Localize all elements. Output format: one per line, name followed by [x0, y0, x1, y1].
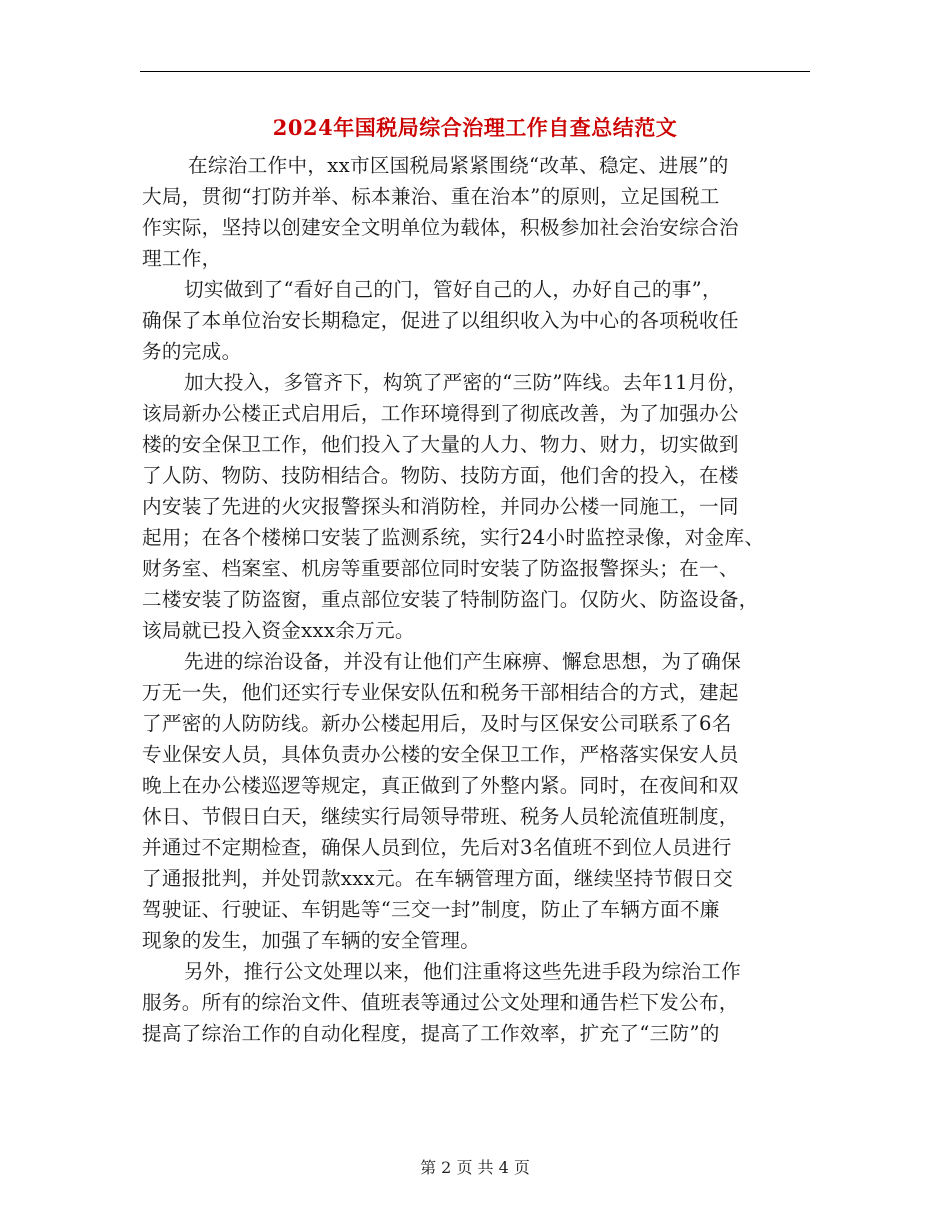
paragraph-4	[142, 646, 814, 956]
text-line: 现象的发生，加强了车辆的安全管理。	[142, 929, 481, 952]
text-line: 该局新办公楼正式启用后，工作环境得到了彻底改善，为了加强办公	[142, 402, 739, 425]
text-line: 服务。所有的综治文件、值班表等通过公文处理和通告栏下发公布，	[142, 991, 739, 1014]
document-title: 2024年国税局综合治理工作自查总结范文	[272, 115, 678, 140]
text-line: 并通过不定期检查，确保人员到位，先后对3名值班不到位人员进行	[142, 836, 732, 859]
text-line: 起用；在各个楼梯口安装了监测系统，实行24小时监控录像，对金库、	[142, 526, 765, 549]
text-line: 在综治工作中，xx市区国税局紧紧围绕“改革、稳定、进展”的	[188, 154, 729, 177]
text-line: 内安装了先进的火灾报警探头和消防栓，并同办公楼一同施工，一同	[142, 495, 739, 518]
text-line: 务的完成。	[142, 340, 242, 363]
text-line: 先进的综治设备，并没有让他们产生麻痹、懈怠思想，为了确保	[184, 650, 742, 673]
text-line: 了人防、物防、技防相结合。物防、技防方面，他们舍的投入，在楼	[142, 464, 739, 487]
text-line: 确保了本单位治安长期稳定，促进了以组织收入为中心的各项税收任	[142, 309, 739, 332]
text-line: 理工作，	[142, 247, 222, 270]
text-line: 大局，贯彻“打防并举、标本兼治、重在治本”的原则，立足国税工	[142, 185, 720, 208]
header-rule	[140, 71, 810, 72]
text-line: 提高了综治工作的自动化程度，提高了工作效率，扩充了“三防”的	[142, 1022, 720, 1045]
text-line: 专业保安人员，具体负责办公楼的安全保卫工作，严格落实保安人员	[142, 743, 739, 766]
text-line: 另外，推行公文处理以来，他们注重将这些先进手段为综治工作	[184, 960, 742, 983]
text-line: 万无一失，他们还实行专业保安队伍和税务干部相结合的方式，建起	[142, 681, 739, 704]
paragraph-5	[142, 956, 814, 1049]
text-line: 楼的安全保卫工作，他们投入了大量的人力、物力、财力，切实做到	[142, 433, 739, 456]
text-line: 财务室、档案室、机房等重要部位同时安装了防盗报警探头；在一、	[142, 557, 739, 580]
text-line: 晚上在办公楼巡逻等规定，真正做到了外整内紧。同时，在夜间和双	[142, 774, 739, 797]
text-line: 了通报批判，并处罚款xxx元。在车辆管理方面，继续坚持节假日交	[142, 867, 734, 890]
text-line: 休日、节假日白天，继续实行局领导带班、税务人员轮流值班制度，	[142, 805, 739, 828]
text-line: 了严密的人防防线。新办公楼起用后，及时与区保安公司联系了6名	[142, 712, 732, 735]
text-line: 作实际，坚持以创建安全文明单位为载体，积极参加社会治安综合治	[142, 216, 739, 239]
text-line: 该局就已投入资金xxx余万元。	[142, 619, 415, 642]
paragraph-3	[142, 367, 814, 646]
paragraph-2	[142, 274, 814, 367]
document-body	[142, 150, 814, 1049]
text-line: 驾驶证、行驶证、车钥匙等“三交一封”制度，防止了车辆方面不廉	[142, 898, 720, 921]
page-number-footer: 第 2 页 共 4 页	[420, 1158, 530, 1177]
text-line: 加大投入，多管齐下，构筑了严密的“三防”阵线。去年11月份，	[184, 371, 748, 394]
paragraph-1	[142, 150, 814, 274]
text-line: 二楼安装了防盗窗，重点部位安装了特制防盗门。仅防火、防盗设备，	[142, 588, 759, 611]
text-line: 切实做到了“看好自己的门，管好自己的人，办好自己的事”，	[184, 278, 722, 301]
